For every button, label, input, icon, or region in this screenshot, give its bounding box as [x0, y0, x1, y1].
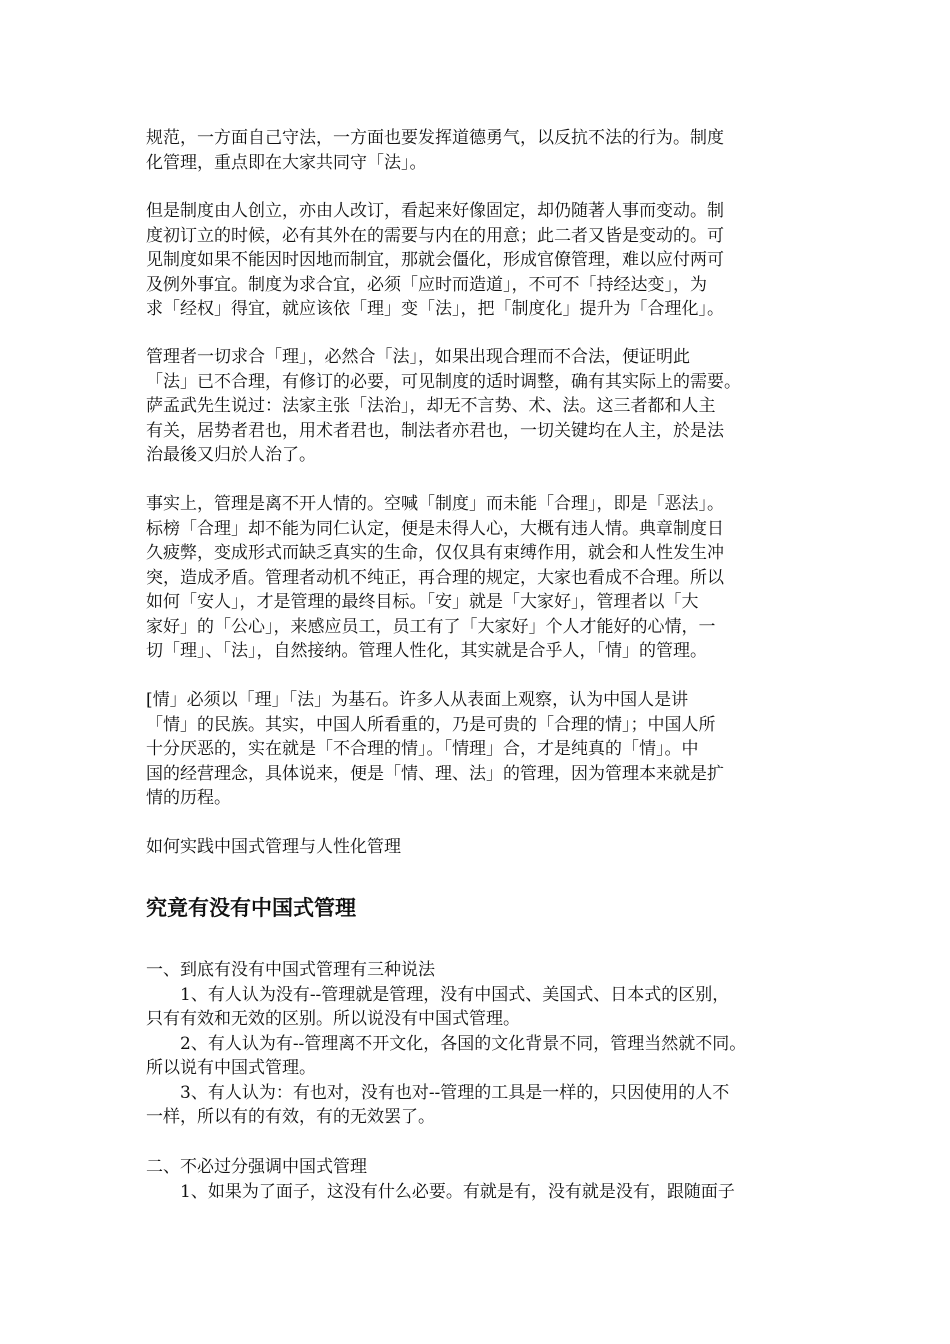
text-line: 家好」的「公心」，来感应员工，员工有了「大家好」个人才能好的心情，一	[146, 616, 716, 637]
text-line: 情的历程。	[146, 788, 231, 808]
text-line: 十分厌恶的，实在就是「不合理的情」。「情理」合，才是纯真的「情」。中	[146, 739, 699, 759]
text-line: 久疲弊，变成形式而缺乏真实的生命，仅仅具有束缚作用，就会和人性发生冲	[146, 543, 724, 563]
text-line: 「情」的民族。其实，中国人所看重的，乃是可贵的「合理的情」；中国人所	[146, 714, 716, 735]
text-line: [情」必须以「理」「法」为基石。许多人从表面上观察，认为中国人是讲	[146, 690, 689, 710]
text-line: 管理者一切求合「理」，必然合「法」，如果出现合理而不合法，便证明此	[146, 347, 690, 367]
section-title: 二、不必过分强调中国式管理	[146, 1157, 367, 1177]
list-item: 3、有人认为：有也对，没有也对--管理的工具是一样的，只因使用的人不	[180, 1082, 730, 1103]
text-line: 见制度如果不能因时因地而制宜，那就会僵化，形成官僚管理，难以应付两可	[146, 250, 724, 270]
text-line: 「法」已不合理，有修订的必要，可见制度的适时调整，确有其实际上的需要。	[146, 371, 741, 392]
text-line: 但是制度由人创立，亦由人改订，看起来好像固定，却仍随著人事而变动。制	[146, 201, 724, 221]
list-item-continuation: 一样，所以有的有效，有的无效罢了。	[146, 1107, 435, 1127]
text-line: 萨孟武先生说过：法家主张「法治」，却无不言势、术、法。这三者都和人主	[146, 396, 716, 416]
section-heading	[146, 894, 826, 922]
text-line: 规范，一方面自己守法，一方面也要发挥道德勇气，以反抗不法的行为。制度	[146, 128, 724, 148]
text-line: 如何「安人」，才是管理的最终目标。「安」就是「大家好」，管理者以「大	[146, 592, 699, 612]
paragraph-institution-change	[146, 199, 826, 322]
text-line: 国的经营理念，具体说来，便是「情、理、法」的管理，因为管理本来就是扩	[146, 763, 724, 784]
text-line: 治最後又归於人治了。	[146, 445, 316, 465]
text-line: 度初订立的时候，必有其外在的需要与内在的用意；此二者又皆是变动的。可	[146, 225, 724, 246]
subtitle-text: 如何实践中国式管理与人性化管理	[146, 837, 401, 857]
text-line: 切「理」、「法」，自然接纳。管理人性化，其实就是合乎人，「情」的管理。	[146, 641, 707, 661]
heading-text: 究竟有没有中国式管理	[146, 896, 356, 920]
section-three-views	[146, 958, 826, 1130]
text-line: 突，造成矛盾。管理者动机不纯正，再合理的规定，大家也看成不合理。所以	[146, 567, 724, 588]
list-item-continuation: 只有有效和无效的区别。所以说没有中国式管理。	[146, 1009, 520, 1029]
text-line: 求「经权」得宜，就应该依「理」变「法」，把「制度化」提升为「合理化」。	[146, 299, 724, 319]
paragraph-feeling-reason-law	[146, 688, 826, 811]
list-item: 1、如果为了面子，这没有什么必要。有就是有，没有就是没有，跟随面子	[180, 1181, 735, 1202]
list-item: 2、有人认为有--管理离不开文化，各国的文化背景不同，管理当然就不同。	[180, 1033, 747, 1054]
text-line: 事实上，管理是离不开人情的。空喊「制度」而未能「合理」，即是「恶法」。	[146, 494, 724, 514]
paragraph-reason-and-law	[146, 345, 826, 468]
section-title: 一、到底有没有中国式管理有三种说法	[146, 960, 435, 980]
text-line: 标榜「合理」却不能为同仁认定，便是未得人心，大概有违人情。典章制度日	[146, 518, 724, 539]
list-item-continuation: 所以说有中国式管理。	[146, 1058, 316, 1078]
text-line: 及例外事宜。制度为求合宜，必须「应时而造道」，不可不「持经达变」，为	[146, 274, 707, 295]
subtitle	[146, 835, 826, 860]
paragraph-human-feeling	[146, 492, 826, 664]
paragraph-institution-norms	[146, 126, 826, 175]
section-no-overemphasis	[146, 1155, 826, 1204]
text-line: 有关，居势者君也，用术者君也，制法者亦君也，一切关键均在人主，於是法	[146, 420, 724, 441]
list-item: 1、有人认为没有--管理就是管理，没有中国式、美国式、日本式的区别，	[180, 984, 730, 1005]
text-line: 化管理，重点即在大家共同守「法」。	[146, 152, 427, 173]
